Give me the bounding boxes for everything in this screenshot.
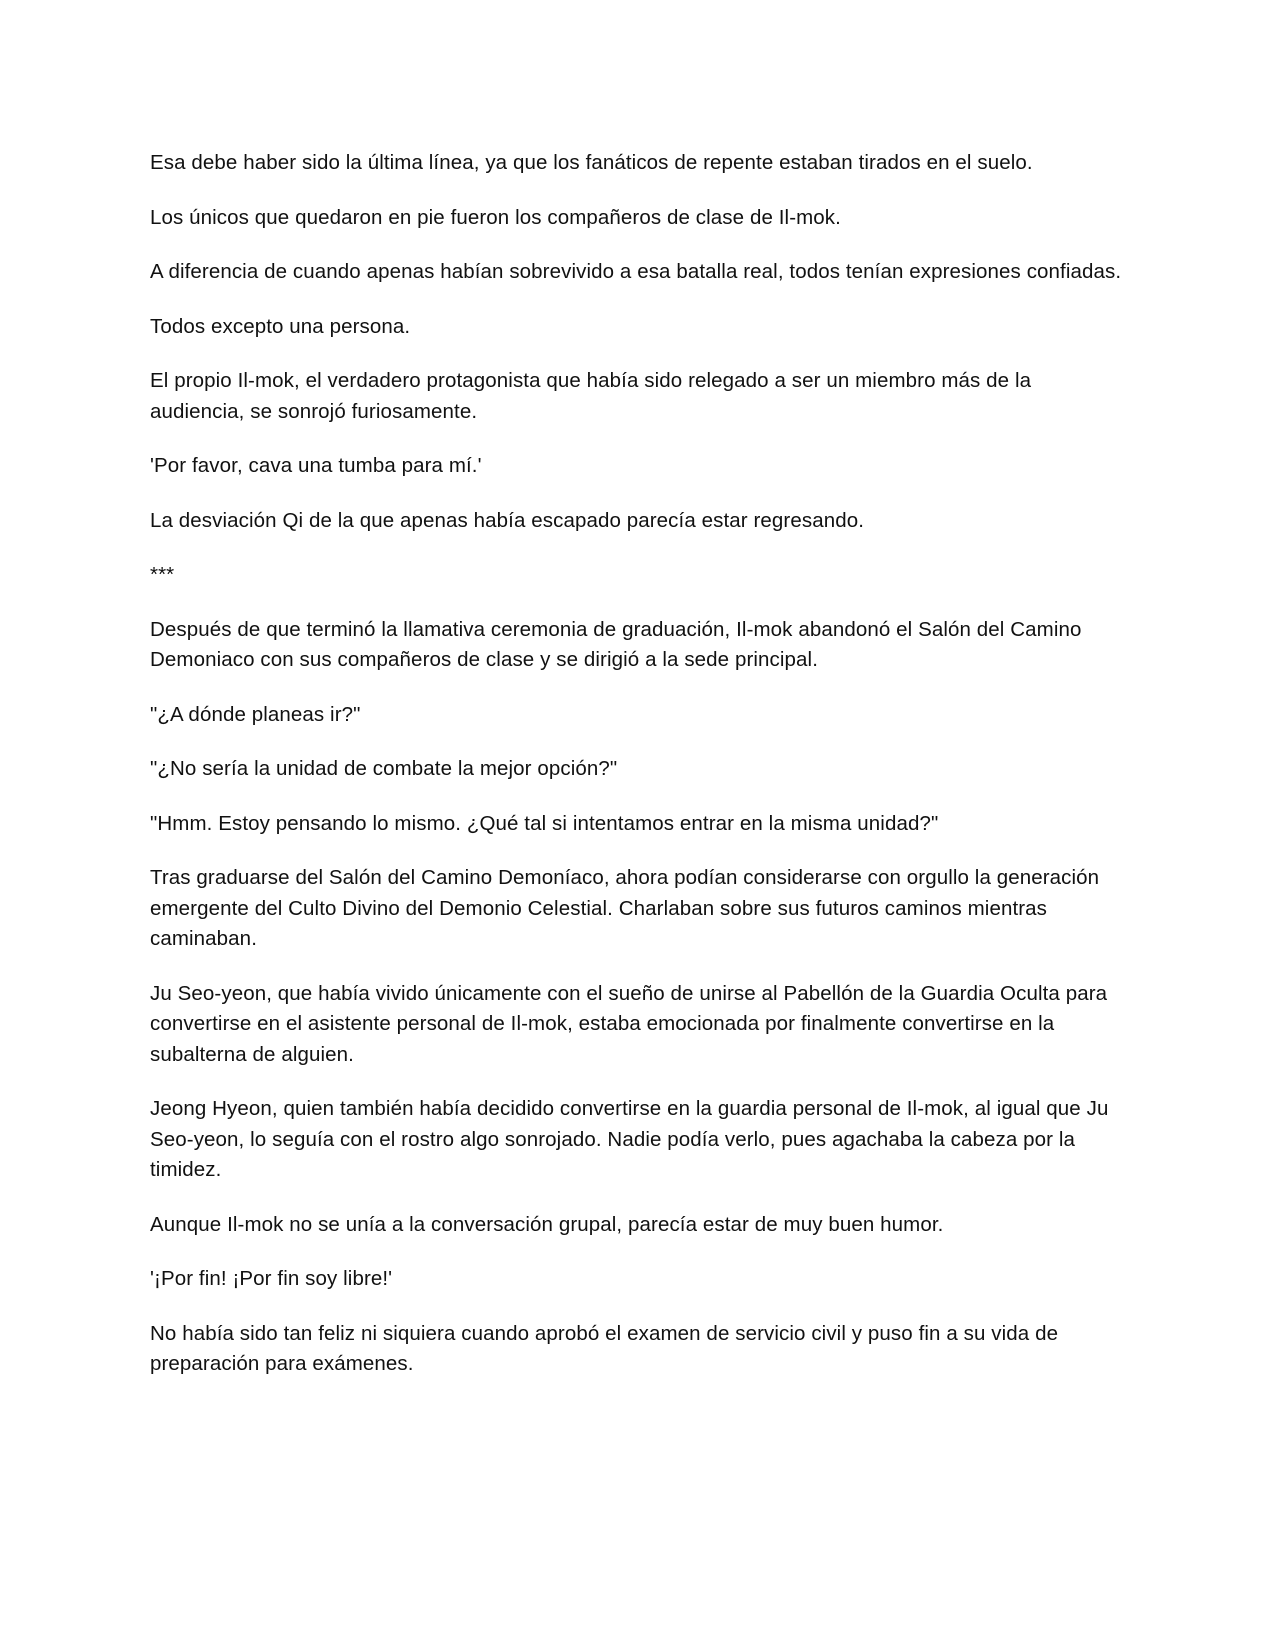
- paragraph: 'Por favor, cava una tumba para mí.': [150, 454, 482, 477]
- dialogue-line: "¿No sería la unidad de combate la mejor opción?": [150, 757, 618, 780]
- thought-line: '¡Por fin! ¡Por fin soy libre!': [150, 1267, 393, 1290]
- paragraph: A diferencia de cuando apenas habían sobrevivido a esa batalla real, todos tenían expresiones confiadas.: [150, 260, 1122, 283]
- paragraph: No había sido tan feliz ni siquiera cuando aprobó el examen de servicio civil y puso fin a su vida de preparación para exámenes.: [150, 1321, 1059, 1375]
- dialogue-line: "Hmm. Estoy pensando lo mismo. ¿Qué tal si intentamos entrar en la misma unidad?": [150, 811, 939, 835]
- paragraph: Jeong Hyeon, quien también había decidido convertirse en la guardia personal de Il-mok, al igual que Ju Seo-yeon, lo seguía con el rostro algo sonrojado. Nadie podía verlo, pues agachaba la cabeza por la timidez.: [150, 1097, 1109, 1181]
- paragraph: La desviación Qi de la que apenas había escapado parecía estar regresando.: [150, 508, 864, 532]
- paragraph: El propio Il-mok, el verdadero protagonista que había sido relegado a ser un miembro más de la audiencia, se sonrojó furiosamente.: [150, 369, 1032, 423]
- paragraph: Tras graduarse del Salón del Camino Demoníaco, ahora podían considerarse con orgullo la generación emergente del Culto Divino del Demonio Celestial. Charlaban sobre sus futuros caminos mientras caminaban.: [150, 866, 1100, 950]
- paragraph: Después de que terminó la llamativa ceremonia de graduación, Il-mok abandonó el Salón del Camino Demoniaco con sus compañeros de clase y se dirigió a la sede principal.: [150, 617, 1082, 671]
- dialogue-line: "¿A dónde planeas ir?": [150, 702, 361, 726]
- paragraph: Todos excepto una persona.: [150, 314, 411, 338]
- paragraph: Los únicos que quedaron en pie fueron los compañeros de clase de Il-mok.: [150, 205, 841, 229]
- paragraph: Aunque Il-mok no se unía a la conversación grupal, parecía estar de muy buen humor.: [150, 1212, 944, 1236]
- section-separator: ***: [150, 563, 175, 586]
- paragraph: Ju Seo-yeon, que había vivido únicamente con el sueño de unirse al Pabellón de la Guardia Oculta para convertirse en el asistente personal de Il-mok, estaba emocionada por finalmente convertirse en la subalterna de alguien.: [150, 981, 1108, 1066]
- paragraph: Esa debe haber sido la última línea, ya que los fanáticos de repente estaban tirados en el suelo.: [150, 151, 1033, 174]
